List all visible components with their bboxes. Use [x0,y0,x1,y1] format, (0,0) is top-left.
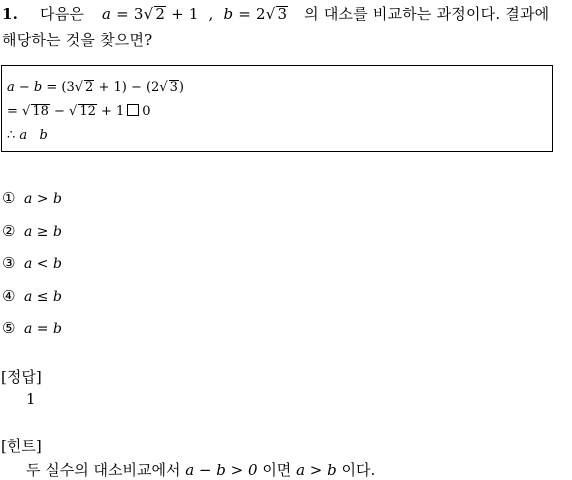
choice-number: ⑤ [2,319,16,337]
question-text-part2: 의 대소를 비교하는 과정이다. 결과에 [304,5,550,23]
box-line-3: ∴ a b [7,128,48,143]
box-line-1: a − b = (3√ 2 + 1) − (2√ 3) [7,80,184,95]
choice-expr: a < b [24,256,62,272]
choice-number: ③ [2,254,16,272]
hint-text-part3: 이다. [341,461,376,479]
choice-expr: a ≥ b [24,224,62,240]
question-line-2: 해당하는 것을 찾으면? [2,31,153,49]
choice-number: ④ [2,287,16,305]
choice-expr: a = b [24,321,62,337]
hint-text-part2: 이면 [262,461,292,479]
math-a: a = 3√ 2 + 1 [102,5,199,23]
answer-value: 1 [26,390,36,408]
choice-number: ② [2,222,16,240]
process-box [1,65,553,152]
math-b: b = 2√ 3 [223,5,288,23]
choice-number: ① [2,189,16,207]
choice-1[interactable] [2,189,62,207]
choice-2[interactable] [2,222,62,240]
question-number: 1. [2,5,19,23]
hint-text [26,459,375,480]
hint-condition: a − b > 0 [185,461,258,479]
box-line-2: = √ 18 − √ 12 + 1 0 [7,104,151,119]
choice-5[interactable] [2,319,62,337]
hint-label: [힌트] [1,437,42,455]
choice-4[interactable] [2,287,62,305]
question-line-1: 1. 다음은 a = 3√ 2 + 1 , b = 2√ 3 의 대소를 비교하는 과정이다. 결과에 [2,5,550,23]
choice-expr: a ≤ b [24,289,62,305]
choice-3[interactable] [2,254,62,272]
hint-result: a > b [296,461,337,479]
question-text-part1: 다음은 [40,5,85,23]
hint-text-part1: 두 실수의 대소비교에서 [26,461,181,479]
blank-square [127,104,139,116]
choice-expr: a > b [24,191,62,207]
answer-label: [정답] [1,368,42,386]
